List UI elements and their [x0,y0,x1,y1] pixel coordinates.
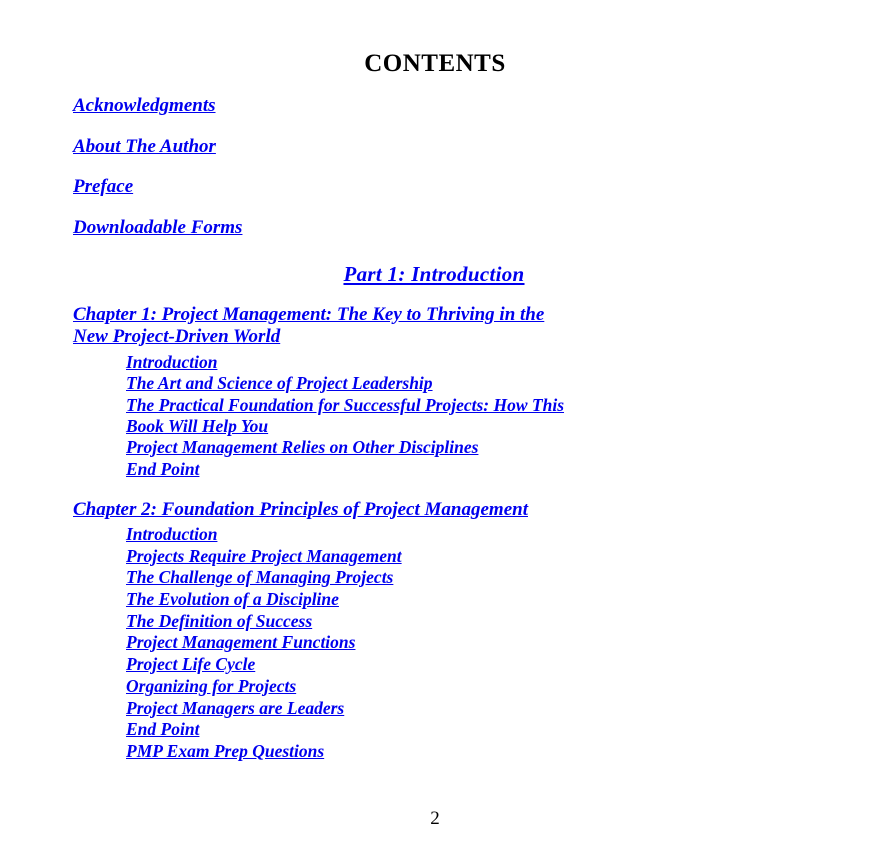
toc-link-ch2-evolution[interactable]: The Evolution of a Discipline [126,589,339,609]
toc-link-ch2-challenge[interactable]: The Challenge of Managing Projects [126,567,394,587]
toc-link-chapter-1-line-1[interactable]: Chapter 1: Project Management: The Key to Thriving in the [73,304,545,325]
toc-link-about-the-author[interactable]: About The Author [73,136,216,157]
toc-link-ch2-organizing[interactable]: Organizing for Projects [126,676,297,696]
toc-link-ch2-projects-require-pm[interactable]: Projects Require Project Management [126,546,402,566]
toc-link-ch2-leaders[interactable]: Project Managers are Leaders [126,698,345,718]
toc-link-ch2-life-cycle[interactable]: Project Life Cycle [126,654,256,674]
toc-link-ch2-end-point[interactable]: End Point [126,719,200,739]
toc-link-ch1-other-disciplines[interactable]: Project Management Relies on Other Disciplines [126,437,479,457]
toc-link-ch1-practical-foundation[interactable]: The Practical Foundation for Successful Projects: How This [126,395,565,415]
toc-link-ch1-introduction[interactable]: Introduction [126,352,218,372]
contents-heading: CONTENTS [364,50,506,77]
toc-link-acknowledgments[interactable]: Acknowledgments [73,95,216,116]
toc-link-ch1-practical-foundation-cont[interactable]: Book Will Help You [126,416,269,436]
toc-link-ch2-pmp-exam-prep[interactable]: PMP Exam Prep Questions [126,741,325,761]
toc-link-ch2-introduction[interactable]: Introduction [126,524,218,544]
toc-link-ch2-definition-of-success[interactable]: The Definition of Success [126,611,313,631]
toc-link-ch1-art-and-science[interactable]: The Art and Science of Project Leadership [126,373,433,393]
page-number: 2 [430,808,440,829]
toc-link-downloadable-forms[interactable]: Downloadable Forms [73,217,243,238]
toc-link-chapter-1-line-2[interactable]: New Project-Driven World [73,326,281,347]
toc-link-part-1[interactable]: Part 1: Introduction [343,262,525,286]
toc-link-chapter-2[interactable]: Chapter 2: Foundation Principles of Project Management [73,499,528,520]
toc-link-ch1-end-point[interactable]: End Point [126,459,200,479]
toc-link-ch2-pm-functions[interactable]: Project Management Functions [126,632,356,652]
toc-link-preface[interactable]: Preface [73,176,134,197]
